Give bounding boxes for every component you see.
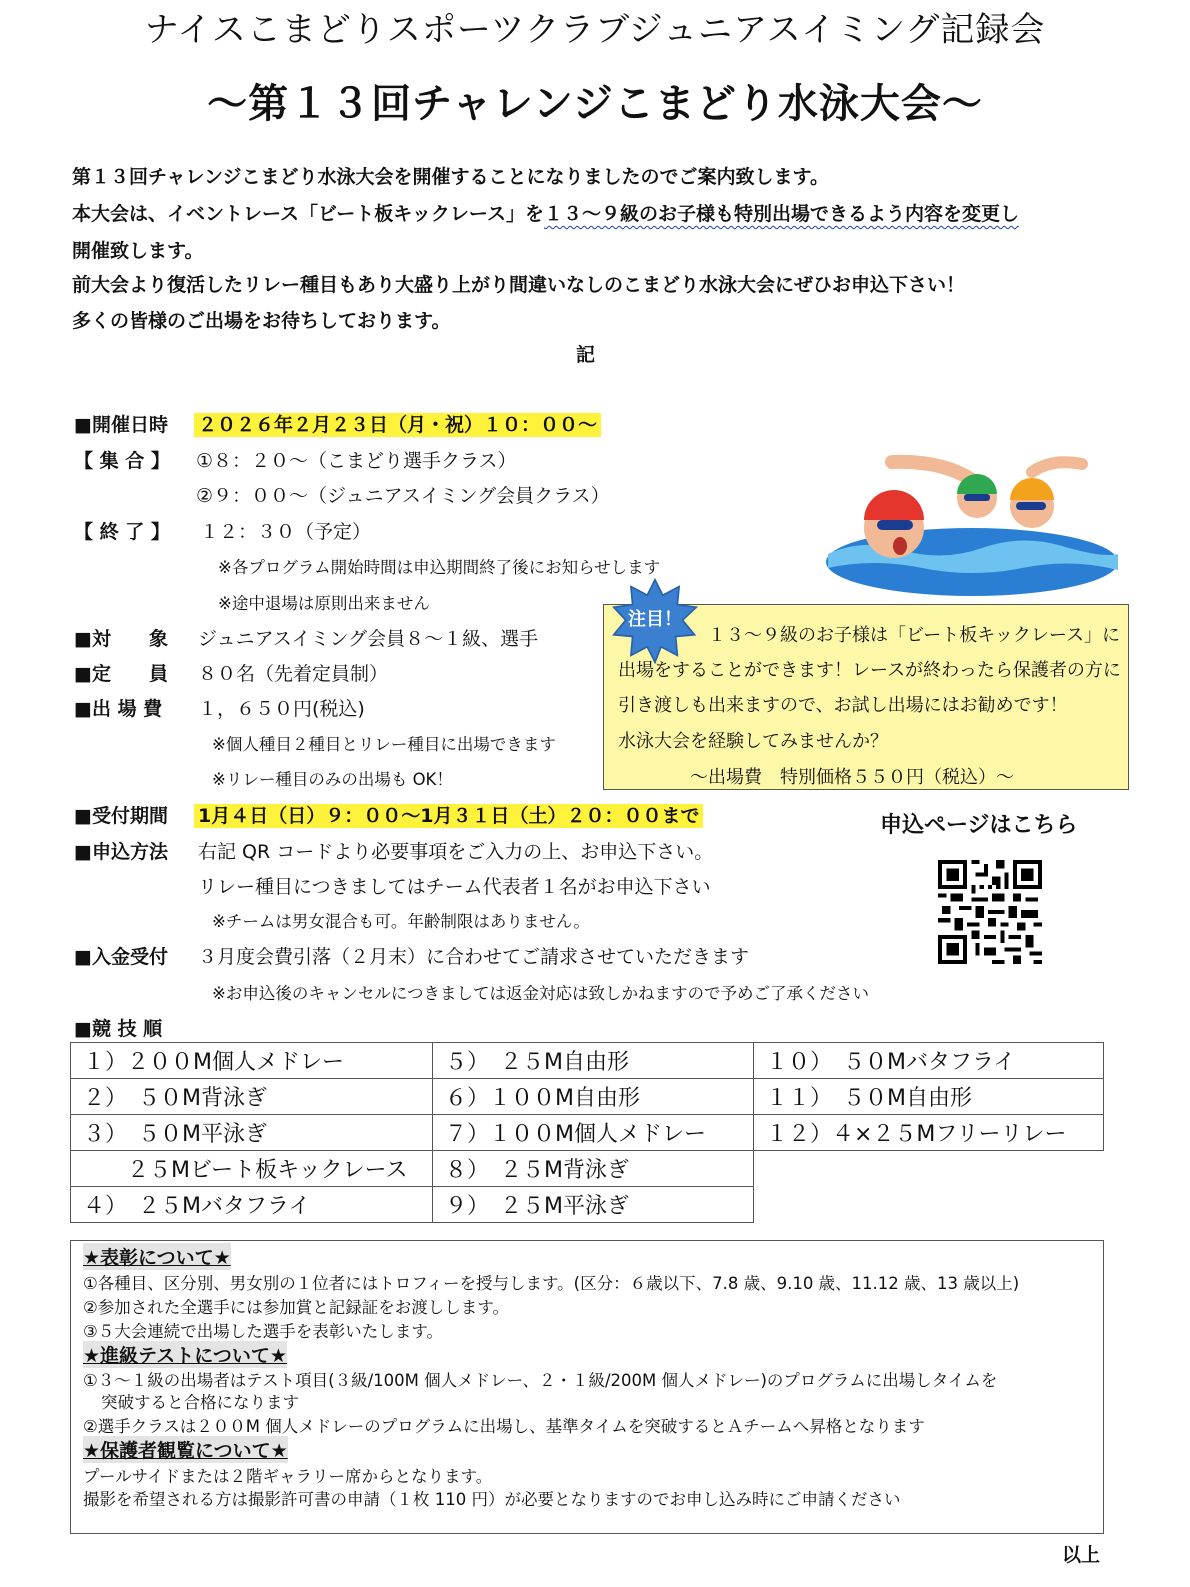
event-cell: １１） ５０M自由形: [754, 1079, 1104, 1115]
note-program: ※各プログラム開始時間は申込期間終了後にお知らせします: [218, 558, 661, 577]
event-cell: ７）１００M個人メドレー: [433, 1115, 754, 1151]
callout-line-5: ～出場費 特別価格５５０円（税込）～: [690, 767, 1014, 788]
intro-line-5: 多くの皆様のご出場をお待ちしております。: [72, 310, 451, 332]
method-line-1: 右記 QR コードより必要事項をご入力の上、お申込下さい。: [198, 841, 714, 863]
note-team: ※チームは男女混合も可。年齢制限はありません。: [212, 912, 590, 931]
promotion-item-1: ①３～１級の出場者はテスト項目(３級/100M 個人メドレー、２・１級/200M 個人メドレー)のプログラムに出場しタイムを: [83, 1371, 998, 1390]
event-cell: ６）１００M自由形: [433, 1079, 754, 1115]
capacity-label: ■定 員: [74, 663, 168, 685]
callout-badge: 注目！: [628, 609, 682, 630]
order-label: ■競 技 順: [74, 1018, 163, 1040]
intro-line-3: 開催致します。: [72, 240, 204, 262]
table-row: [71, 1079, 1104, 1115]
intro-line-2: [72, 199, 1019, 226]
promotion-heading: ★進級テストについて★: [83, 1341, 287, 1368]
fee-value: １，６５０円(税込): [198, 698, 365, 720]
qr-title: 申込ページはこちら: [880, 813, 1078, 838]
event-cell: ５） ２５M自由形: [433, 1043, 754, 1079]
awards-item-3: ③５大会連続で出場した選手を表彰いたします。: [83, 1322, 443, 1341]
date-highlight: ２０２６年２月２３日（月・祝）１０：００～: [194, 413, 601, 437]
period-value: [194, 801, 703, 828]
callout-line-3: 引き渡しも出来ますので、お試し出場にはお勧めです！: [618, 695, 1068, 716]
awards-heading: ★表彰について★: [83, 1243, 231, 1270]
method-label: ■申込方法: [74, 841, 168, 863]
event-cell: ２） ５０M背泳ぎ: [71, 1079, 433, 1115]
fee-label: ■出 場 費: [74, 698, 163, 720]
event-cell: ８） ２５M背泳ぎ: [433, 1151, 754, 1187]
note-cancel: ※お申込後のキャンセルにつきましては返金対応は致しかねますので予めご了承ください: [212, 984, 869, 1003]
event-title: ～第１３回チャレンジこまどり水泳大会～: [207, 81, 983, 127]
gather-label: 【 集 合 】: [74, 450, 170, 472]
empty-cell: [754, 1151, 1104, 1187]
period-label: ■受付期間: [74, 805, 168, 827]
event-cell: １）２００M個人メドレー: [71, 1043, 433, 1079]
spectator-heading: ★保護者観覧について★: [83, 1436, 288, 1463]
period-highlight: 1月４日（日）９：００～1月３１日（土）２０：００まで: [194, 804, 703, 828]
date-value: [194, 410, 601, 437]
event-cell: ３） ５０M平泳ぎ: [71, 1115, 433, 1151]
intro-line-1: 第１３回チャレンジこまどり水泳大会を開催することになりましたのでご案内致します。: [72, 166, 829, 188]
table-row: [71, 1151, 1104, 1187]
spectator-item-1: プールサイドまたは２階ギャラリー席からとなります。: [83, 1467, 493, 1486]
end-value: １２：３０（予定）: [200, 521, 372, 543]
empty-cell: [754, 1187, 1104, 1223]
document-title: ナイスこまどりスポーツクラブジュニアスイミング記録会: [144, 10, 1046, 50]
event-cell: ４） ２５Mバタフライ: [71, 1187, 433, 1223]
table-row: [71, 1115, 1104, 1151]
event-cell: ９） ２５M平泳ぎ: [433, 1187, 754, 1223]
note-fee-2: ※リレー種目のみの出場も OK！: [212, 770, 453, 789]
info-box: [70, 1240, 1104, 1534]
event-cell: １０） ５０Mバタフライ: [754, 1043, 1104, 1079]
swimmers-illustration: [822, 450, 1122, 600]
payment-label: ■入金受付: [74, 946, 168, 968]
end-label: 【 終 了 】: [74, 521, 170, 543]
awards-item-1: ①各種目、区分別、男女別の１位者にはトロフィーを授与します。(区分：６歳以下、7.8 歳、9.10 歳、11.12 歳、13 歳以上): [83, 1274, 1020, 1293]
gather-time-1: ①８：２０～（こまどり選手クラス）: [196, 450, 517, 472]
callout-line-1: １３～９級のお子様は「ビート板キックレース」に: [708, 625, 1121, 646]
awards-item-2: ②参加された全選手には参加賞と記録証をお渡しします。: [83, 1298, 509, 1317]
qr-code[interactable]: [938, 860, 1042, 964]
promotion-item-2: ②選手クラスは２００M 個人メドレーのプログラムに出場し、基準タイムを突破するとＡチームへ昇格となります: [83, 1417, 925, 1436]
events-table: [70, 1042, 1104, 1223]
target-value: ジュニアスイミング会員８～１級、選手: [198, 628, 539, 650]
callout-line-2: 出場をすることができます！レースが終わったら保護者の方に: [618, 660, 1121, 681]
callout-line-4: 水泳大会を経験してみませんか？: [618, 731, 888, 752]
intro-line-2-emphasis: １３～９級のお子様も特別出場できるよう内容を変更し: [543, 203, 1019, 225]
event-cell: ２５Mビート板キックレース: [71, 1151, 433, 1187]
table-row: [71, 1187, 1104, 1223]
gather-time-2: ②９：００～（ジュニアスイミング会員クラス）: [196, 485, 610, 507]
method-line-2: リレー種目につきましてはチーム代表者１名がお申込下さい: [198, 876, 711, 898]
table-row: [71, 1043, 1104, 1079]
end-mark: 以上: [1062, 1544, 1101, 1566]
target-label: ■対 象: [74, 628, 168, 650]
note-fee-1: ※個人種目２種目とリレー種目に出場できます: [212, 735, 556, 754]
capacity-value: ８０名（先着定員制）: [198, 663, 389, 685]
date-label: ■開催日時: [74, 414, 168, 436]
spectator-item-2: 撮影を希望される方は撮影許可書の申請（１枚 110 円）が必要となりますのでお申し込み時にご申請ください: [83, 1490, 901, 1509]
event-cell: １２）４×２５Mフリーリレー: [754, 1115, 1104, 1151]
note-leave: ※途中退場は原則出来ません: [218, 594, 430, 613]
intro-line-4: 前大会より復活したリレー種目もあり大盛り上がり間違いなしのこまどり水泳大会にぜひお申込下さい！: [72, 274, 966, 296]
ki-mark: 記: [576, 344, 596, 366]
payment-value: ３月度会費引落（２月末）に合わせてご請求させていただきます: [198, 946, 750, 968]
promotion-item-1-cont: 突破すると合格になります: [101, 1393, 299, 1412]
intro-line-2-prefix: 本大会は、イベントレース「ビート板キックレース」を: [72, 203, 544, 225]
